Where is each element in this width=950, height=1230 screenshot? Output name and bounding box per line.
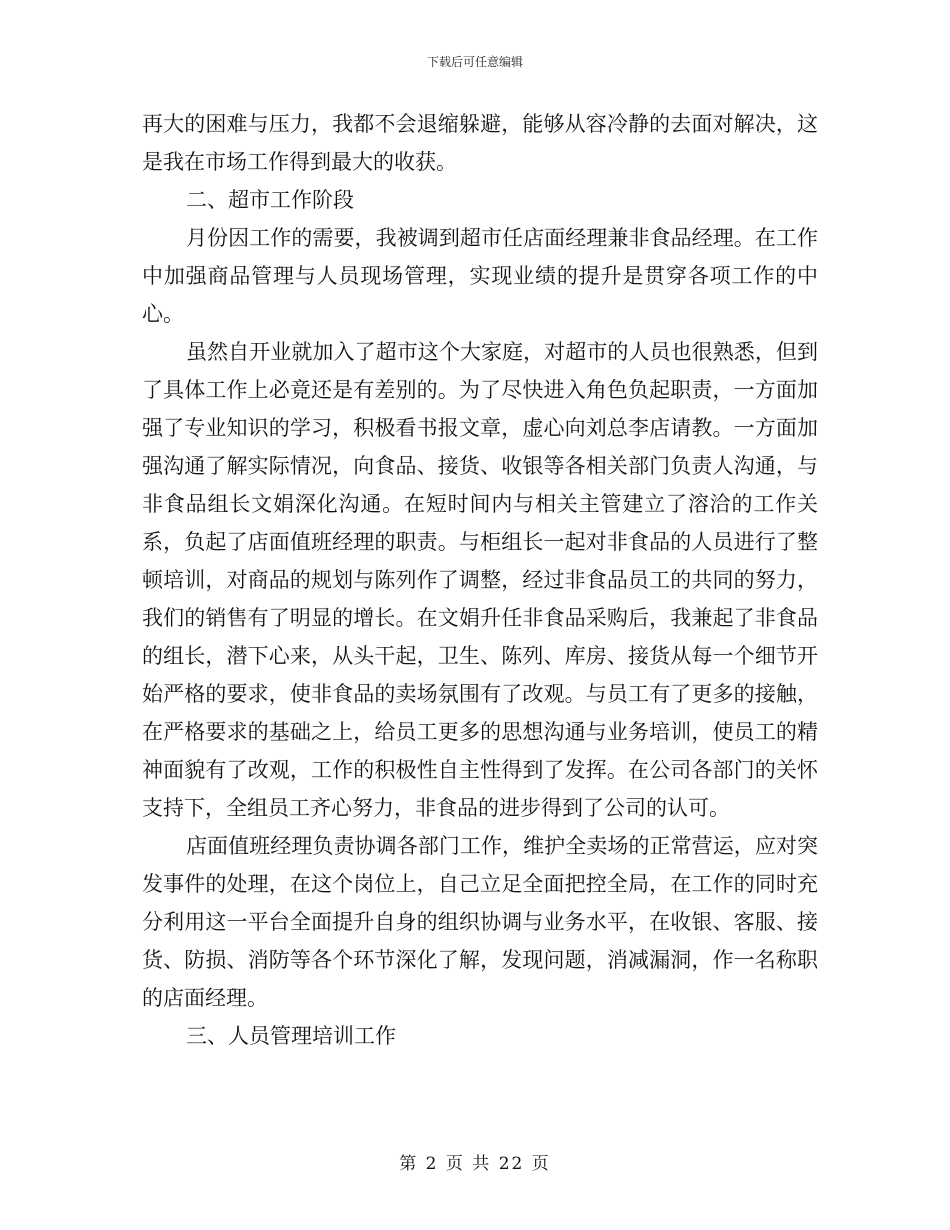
section-heading-staff-training: 三、人员管理培训工作 xyxy=(186,1024,396,1048)
paragraph-continuation: 再大的困难与压力，我都不会退缩躲避，能够从容冷静的去面对解决，这是我在市场工作得到最大的收获。 xyxy=(142,112,818,174)
document-body xyxy=(142,105,818,1055)
section-heading-supermarket: 二、超市工作阶段 xyxy=(186,188,354,212)
page-number: 第 2 页 共 22 页 xyxy=(399,1154,551,1174)
page-header: 下载后可任意编辑 xyxy=(426,55,523,69)
paragraph: 月份因工作的需要，我被调到超市任店面经理兼非食品经理。在工作中加强商品管理与人员现场管理，实现业绩的提升是贯穿各项工作的中心。 xyxy=(142,226,818,326)
paragraph: 店面值班经理负责协调各部门工作，维护全卖场的正常营运，应对突发事件的处理，在这个岗位上，自己立足全面把控全局，在工作的同时充分利用这一平台全面提升自身的组织协调与业务水平，在收银、客服、接货、防损、消防等各个环节深化了解，发现问题，消减漏洞，作一名称职的店面经理。 xyxy=(142,834,818,1010)
paragraph: 虽然自开业就加入了超市这个大家庭，对超市的人员也很熟悉，但到了具体工作上必竟还是有差别的。为了尽快进入角色负起职责，一方面加强了专业知识的学习，积极看书报文章，虚心向刘总李店请教。一方面加强沟通了解实际情况，向食品、接货、收银等各相关部门负责人沟通，与非食品组长文娟深化沟通。在短时间内与相关主管建立了溶洽的工作关系，负起了店面值班经理的职责。与柜组长一起对非食品的人员进行了整顿培训，对商品的规划与陈列作了调整，经过非食品员工的共同的努力，我们的销售有了明显的增长。在文娟升任非食品采购后，我兼起了非食品的组长，潜下心来，从头干起，卫生、陈列、库房、接货从每一个细节开始严格的要求，使非食品的卖场氛围有了改观。与员工有了更多的接触，在严格要求的基础之上，给员工更多的思想沟通与业务培训，使员工的精神面貌有了改观，工作的积极性自主性得到了发挥。在公司各部门的关怀支持下，全组员工齐心努力，非食品的进步得到了公司的认可。 xyxy=(142,340,818,820)
